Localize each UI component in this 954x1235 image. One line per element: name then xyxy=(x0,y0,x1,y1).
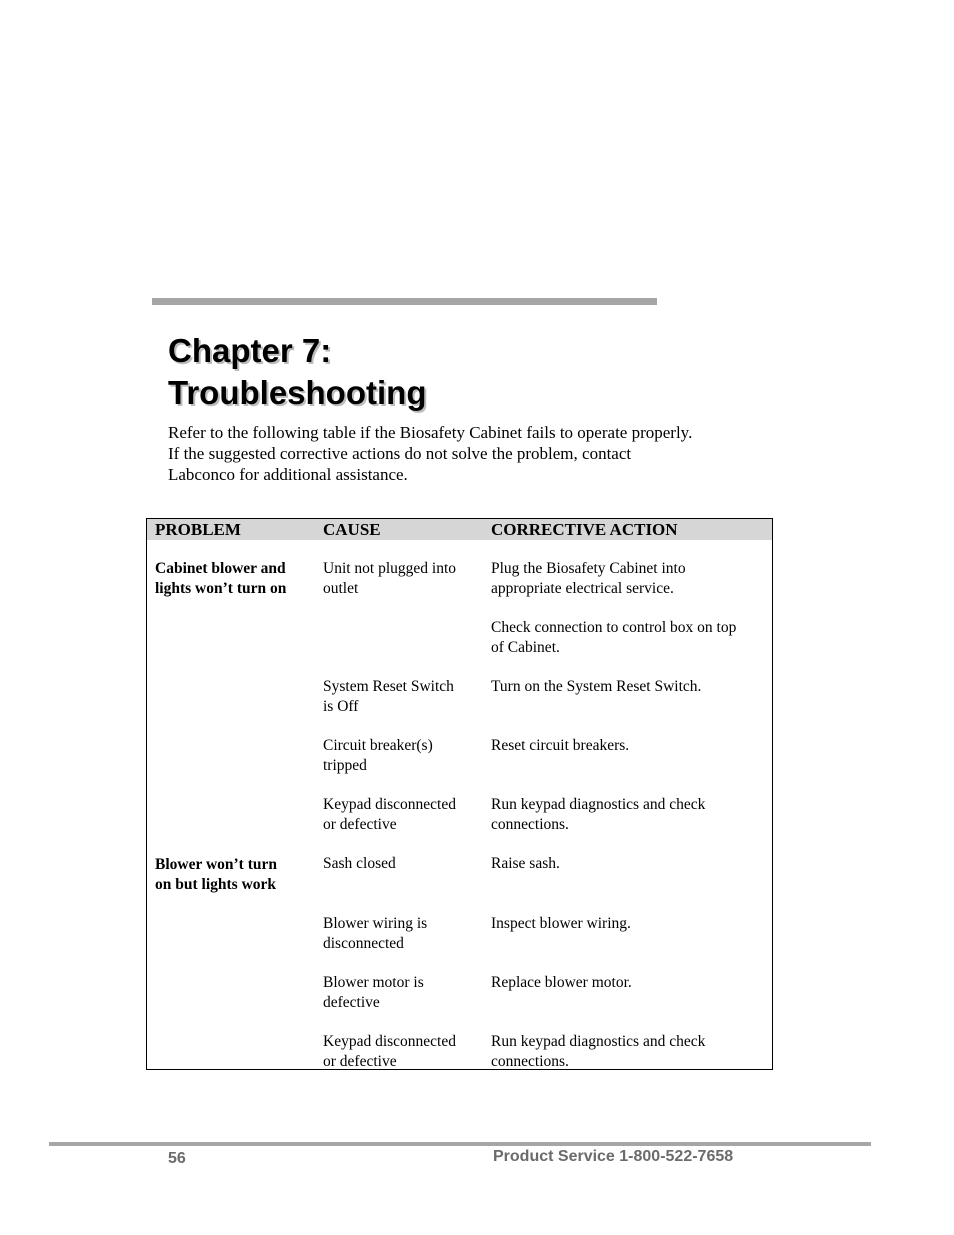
cell-line: or defective xyxy=(323,816,397,833)
action-cell xyxy=(491,677,701,697)
cell-line: Sash closed xyxy=(323,855,396,872)
cell-line: on but lights work xyxy=(155,876,277,893)
cause-cell xyxy=(323,559,456,599)
table-header-row xyxy=(147,519,772,540)
cause-cell xyxy=(323,736,433,776)
cell-line: Keypad disconnected xyxy=(323,796,456,813)
cause-cell xyxy=(323,914,427,954)
product-service-line: Product Service 1-800-522-7658 xyxy=(493,1148,734,1165)
action-cell xyxy=(491,618,736,658)
footer-rule xyxy=(49,1142,871,1146)
cell-line: defective xyxy=(323,994,380,1011)
cell-line: Raise sash. xyxy=(491,855,560,872)
cell-line: disconnected xyxy=(323,935,404,952)
action-cell xyxy=(491,1032,705,1072)
cell-line: Keypad disconnected xyxy=(323,1033,456,1050)
cell-line: is Off xyxy=(323,698,359,715)
cell-line: outlet xyxy=(323,580,359,597)
troubleshooting-table xyxy=(146,518,773,1070)
header-corrective-action: CORRECTIVE ACTION xyxy=(491,520,678,539)
cause-cell xyxy=(323,854,396,874)
cell-line: tripped xyxy=(323,757,367,774)
cell-line: Run keypad diagnostics and check xyxy=(491,796,706,813)
cell-line: or defective xyxy=(323,1053,397,1070)
intro-line: Refer to the following table if the Biosafety Cabinet fails to operate properly. xyxy=(168,423,693,442)
action-cell xyxy=(491,736,629,756)
cell-line: Turn on the System Reset Switch. xyxy=(491,678,702,695)
cause-cell xyxy=(323,795,456,835)
cell-line: Unit not plugged into xyxy=(323,560,457,577)
page-number: 56 xyxy=(168,1150,186,1167)
cell-line: connections. xyxy=(491,816,569,833)
cell-line: Blower won’t turn xyxy=(155,856,277,873)
cell-line: Plug the Biosafety Cabinet into xyxy=(491,560,686,577)
cell-line: appropriate electrical service. xyxy=(491,580,674,597)
header-problem: PROBLEM xyxy=(155,520,241,539)
action-cell xyxy=(491,795,705,835)
cell-line: Check connection to control box on top xyxy=(491,619,737,636)
action-cell xyxy=(491,559,686,599)
cell-line: Cabinet blower and xyxy=(155,560,286,577)
cell-line: Blower motor is xyxy=(323,974,424,991)
cause-cell xyxy=(323,677,454,717)
action-cell xyxy=(491,854,560,874)
header-cause: CAUSE xyxy=(323,520,381,539)
chapter-title xyxy=(168,330,426,414)
problem-cell xyxy=(155,855,277,895)
intro-line: If the suggested corrective actions do not solve the problem, contact xyxy=(168,444,632,463)
cell-line: of Cabinet. xyxy=(491,639,560,656)
cell-line: Blower wiring is xyxy=(323,915,428,932)
cell-line: Inspect blower wiring. xyxy=(491,915,631,932)
problem-cell xyxy=(155,559,286,599)
chapter-title-line: Chapter 7: xyxy=(168,332,332,369)
cell-line: connections. xyxy=(491,1053,569,1070)
action-cell xyxy=(491,973,632,993)
cell-line: lights won’t turn on xyxy=(155,580,287,597)
intro-line: Labconco for additional assistance. xyxy=(168,465,408,484)
cause-cell xyxy=(323,973,424,1013)
cell-line: Run keypad diagnostics and check xyxy=(491,1033,706,1050)
intro-paragraph xyxy=(168,422,768,485)
cell-line: Replace blower motor. xyxy=(491,974,632,991)
cell-line: System Reset Switch xyxy=(323,678,454,695)
top-rule xyxy=(152,298,657,305)
action-cell xyxy=(491,914,631,934)
chapter-title-line: Troubleshooting xyxy=(168,374,427,411)
cell-line: Reset circuit breakers. xyxy=(491,737,630,754)
cell-line: Circuit breaker(s) xyxy=(323,737,433,754)
cause-cell xyxy=(323,1032,456,1072)
